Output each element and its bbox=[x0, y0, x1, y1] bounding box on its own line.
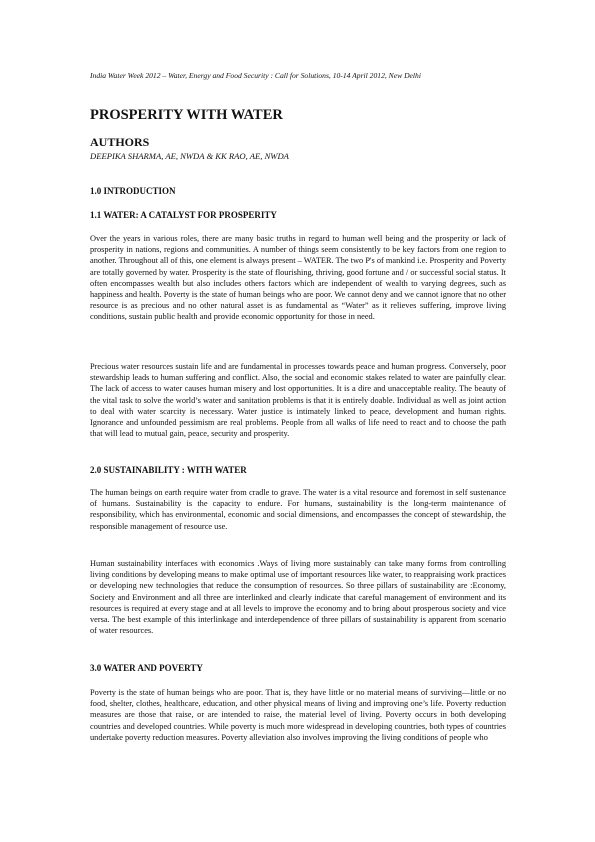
paragraph-intro-2: Precious water resources sustain life and are fundamental in processes towards peace and human progress. Conversely, poor stewardship leads to human suffering and conflict. Also, the social and economic stakes related to water are painfully clear. The lack of access to water causes human misery and lost opportunities. It is a dire and unacceptable reality. The beauty of the vital task to solve the world’s water and sanitation problems is that it is entirely doable. Individual as well as joint action to deal with water scarcity is necessary. Water justice is intimately linked to peace, development and human rights. Ignorance and unfounded pessimism are real problems. People from all walks of life need to react and to choose the path that will lead to mutual gain, peace, security and prosperity. bbox=[90, 362, 506, 439]
section-heading-introduction: 1.0 INTRODUCTION bbox=[90, 186, 176, 196]
paragraph-sustainability-1: The human beings on earth require water from cradle to grave. The water is a vital resource and foremost in self sustenance of humans. Sustainability is the capacity to endure. For humans, sustainability is the long-term maintenance of responsibility, which has environmental, economic and social dimensions, and encompasses the concept of stewardship, the responsible management of resource use. bbox=[90, 488, 506, 531]
authors-names: DEEPIKA SHARMA, AE, NWDA & KK RAO, AE, NWDA bbox=[90, 151, 289, 161]
running-header: India Water Week 2012 – Water, Energy and Food Security : Call for Solutions, 10-14 April 2012, New Delhi bbox=[90, 71, 421, 80]
paragraph-intro-1: Over the years in various roles, there are many basic truths in regard to human well being and the prosperity or lack of prosperity in nations, regions and communities. A number of things seem consistently to be key factors from one region to another. Throughout all of this, one element is always present – WATER. The two P's of mankind i.e. Prosperity and Poverty are totally governed by water. Prosperity is the state of flourishing, thriving, good fortune and / or successful social status. It often encompasses wealth but also includes others factors which are independent of wealth to varying degrees, such as happiness and health. Poverty is the state of human beings who are poor. We cannot deny and we cannot ignore that no other resource is as precious and no other natural asset is as fundamental as “Water” as it relieves suffering, improve living conditions, sustain public health and provide economic opportunity for those in need. bbox=[90, 234, 506, 322]
section-heading-sustainability: 2.0 SUSTAINABILITY : WITH WATER bbox=[90, 465, 247, 475]
subsection-heading-catalyst: 1.1 WATER: A CATALYST FOR PROSPERITY bbox=[90, 210, 277, 220]
section-heading-water-poverty: 3.0 WATER AND POVERTY bbox=[90, 663, 203, 673]
authors-heading: AUTHORS bbox=[90, 135, 150, 149]
paragraph-sustainability-2: Human sustainability interfaces with economics .Ways of living more sustainably can take many forms from controlling living conditions by developing means to make optimal use of important resources like water, to reappraising work practices or developing new technologies that reduce the consumption of resources. So three pillars of sustainability are :Economy, Society and Environment and all three are interlinked and clearly indicate that careful management of environment and its resources is required at every stage and at all levels to improve the economy and to bring about prosperous society and vice versa. The best example of this interlinkage and interdependence of three pillars of sustainability is apparent from scenario of water resources. bbox=[90, 559, 506, 636]
paper-title: PROSPERITY WITH WATER bbox=[90, 107, 283, 123]
paragraph-poverty-1: Poverty is the state of human beings who are poor. That is, they have little or no material means of surviving—little or no food, shelter, clothes, healthcare, education, and other physical means of living and improving one’s life. Poverty reduction measures are those that raise, or are intended to raise, the material level of living. Poverty occurs in both developing countries and developed countries. While poverty is much more widespread in developing countries, both types of countries undertake poverty reduction measures. Poverty alleviation also involves improving the living conditions of people who bbox=[90, 688, 506, 742]
